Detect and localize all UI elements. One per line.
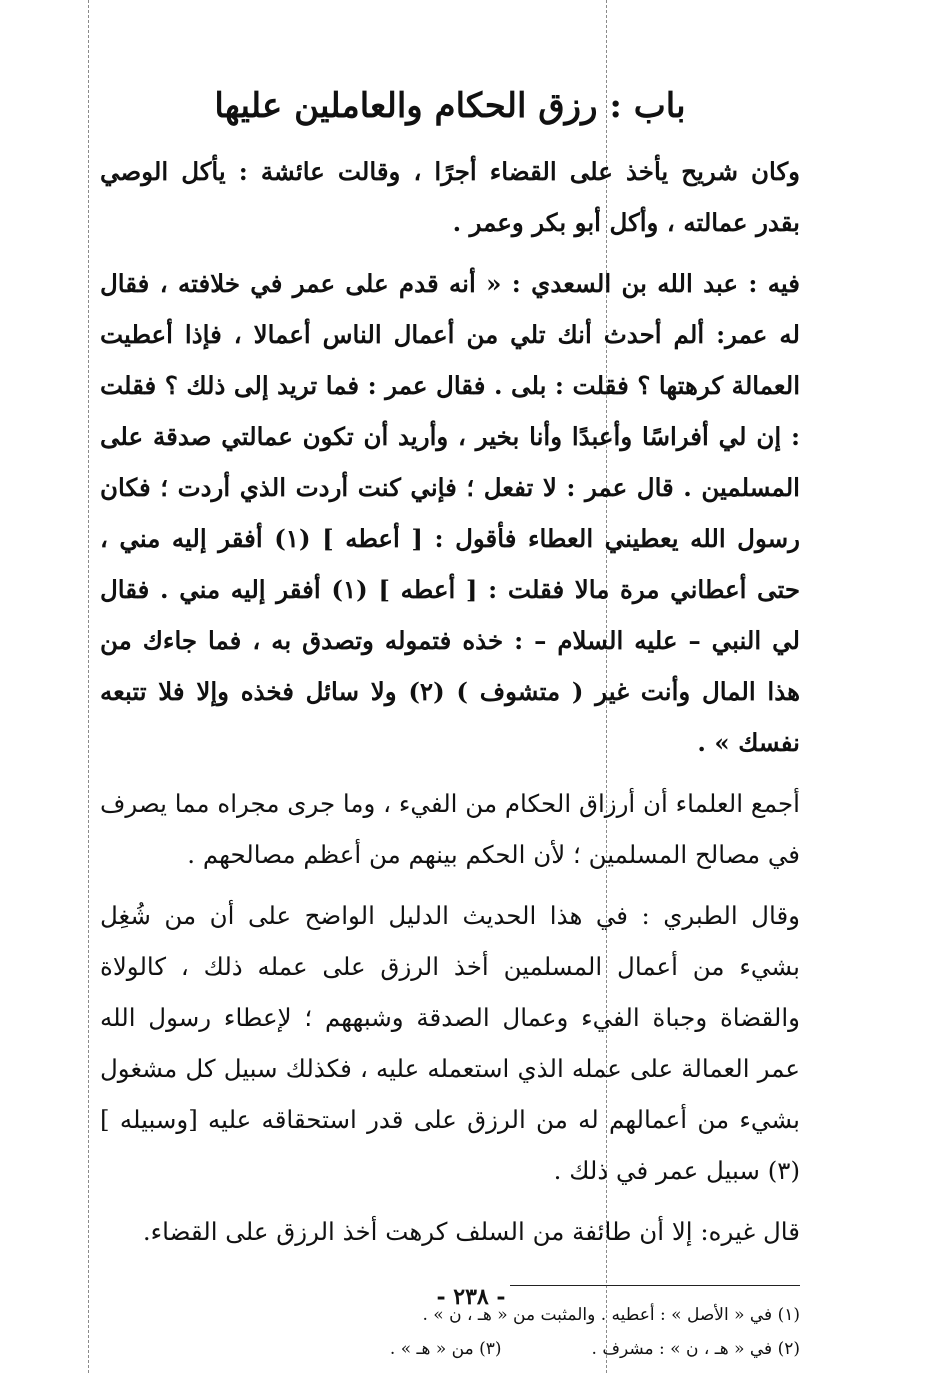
footnote-line-2: [100, 1332, 800, 1366]
footnote-3: (٣) من « هـ » .: [389, 1339, 502, 1359]
hadith-paragraph: فيه : عبد الله بن السعدي : « أنه قدم على عمر في خلافته ، فقال له عمر: ألم أحدث أنك تلي من أعمال الناس أعمالا ، فإذا أعطيت العمالة كرهتها ؟ فقلت : بلى . فقال عمر : فما تريد إلى ذلك ؟ فقلت : إن لي أفراسًا وأعبدًا وأنا بخير ، وأريد أن تكون عمالتي صدقة على المسلمين . قال عمر : لا تفعل ؛ فإني كنت أردت الذي أردت ؛ فكان رسول الله يعطيني العطاء فأقول : [ أعطه ] (١) أفقر إليه مني ، حتى أعطاني مرة مالا فقلت : [ أعطه ] (١) أفقر إليه مني . فقال لي النبي – عليه السلام – : خذه فتموله وتصدق به ، فما جاءك من هذا المال وأنت غير ( متشوف ) (٢) ولا سائل فخذه وإلا فلا تتبعه نفسك » .: [100, 269, 801, 757]
page-fold-left: [88, 0, 89, 1373]
intro-paragraph: وكان شريح يأخذ على القضاء أجرًا ، وقالت عائشة : يأكل الوصي بقدر عمالته ، وأكل أبو بكر وعمر .: [100, 157, 800, 237]
footnote-1: (١) في « الأصل » : أعطيه . والمثبت من « هـ ، ن » .: [422, 1305, 800, 1325]
footnote-2: (٢) في « هـ ، ن » : مشرف .: [591, 1339, 800, 1359]
consensus-paragraph: أجمع العلماء أن أرزاق الحكام من الفيء ، وما جرى مجراه مما يصرف في مصالح المسلمين ؛ لأن الحكم بينهم من أعظم مصالحهم .: [100, 789, 800, 869]
page-number: - ٢٣٨ -: [436, 1284, 506, 1310]
chapter-title: باب : رزق الحكام والعاملين عليها: [214, 86, 686, 126]
tabari-paragraph: وقال الطبري : في هذا الحديث الدليل الواضح على أن من شُغِل بشيء من أعمال المسلمين أخذ الرزق على عمله ذلك ، كالولاة والقضاة وجباة الفيء وعمال الصدقة وشبههم ؛ لإعطاء رسول الله عمر العمالة على عمله الذي استعمله عليه ، فكذلك سبيل كل مشغول بشيء من أعمالهم له من الرزق على قدر استحقاقه عليه [وسبيله ] (٣) سبيل عمر في ذلك .: [100, 901, 800, 1185]
other-opinion-paragraph: قال غيره: إلا أن طائفة من السلف كرهت أخذ الرزق على القضاء.: [142, 1217, 800, 1246]
document-page: [100, 70, 800, 1366]
